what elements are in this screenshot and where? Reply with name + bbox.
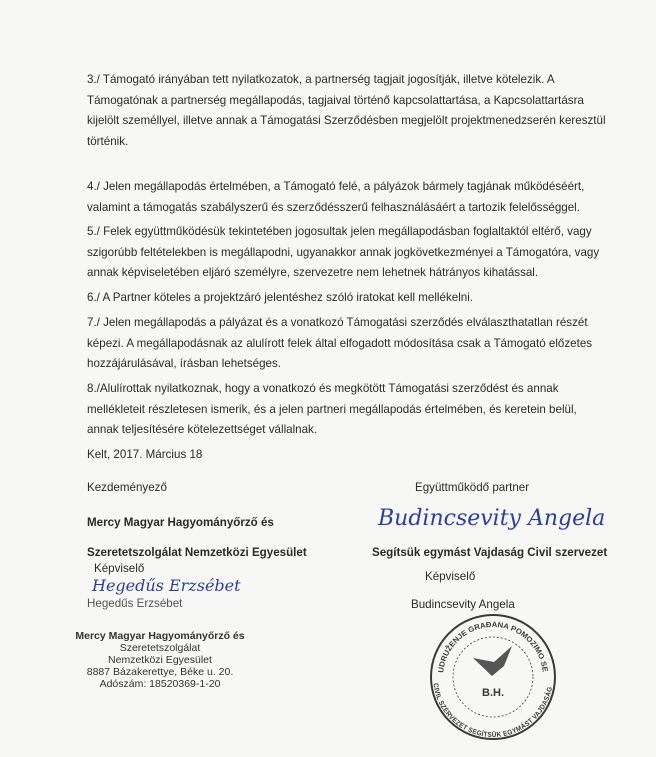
left-org-line2: Szeretetszolgálat Nemzetközi Egyesület bbox=[87, 546, 307, 559]
paragraph-line: kijelölt személlyel, illetve annak a Támogatási Szerződésben megjelölt projektmenedzserén keresztül bbox=[87, 114, 606, 127]
stamp-line: 8887 Bázakerettye, Béke u. 20. bbox=[86, 666, 234, 678]
dove-icon bbox=[473, 646, 512, 676]
stamp-line: Mercy Magyar Hagyományőrző és bbox=[75, 630, 245, 642]
paragraph-line: képezi. A megállapodásnak az alulírott felek által elfogadott módosítása csak a Támogató előzetes bbox=[87, 336, 593, 350]
left-party-role: Kezdeményező bbox=[87, 481, 167, 494]
date-line: Kelt, 2017. Március 18 bbox=[87, 448, 203, 461]
left-signature: Hegedűs Erzsébet bbox=[92, 576, 241, 595]
paragraph-line: 4./ Jelen megállapodás értelmében, a Támogató felé, a pályázok bármely tagjának működéséért, bbox=[87, 180, 585, 193]
stamp-line: Adószám: 18520369-1-20 bbox=[99, 678, 221, 690]
right-org: Segítsük egymást Vajdaság Civil szervezet bbox=[372, 546, 608, 559]
left-org-line1: Mercy Magyar Hagyományőrző és bbox=[87, 516, 274, 529]
paragraph-line: Támogatónak a partnerség megállapodás, tagjaival történő kapcsolattartása, a Kapcsolattartásra bbox=[87, 93, 584, 107]
left-organization-stamp bbox=[70, 630, 250, 690]
paragraph-line: 6./ A Partner köteles a projektzáró jelentéshez szóló iratokat kell mellékelni. bbox=[87, 291, 474, 304]
right-rep-label: Képviselő bbox=[425, 570, 476, 583]
paragraph-line: történik. bbox=[87, 134, 129, 148]
paragraph-line: valamint a támogatás szabályszerű és szerződésszerű felhasználásáért a tartozik felelősséggel. bbox=[87, 200, 580, 214]
left-rep-label: Képviselő bbox=[94, 562, 145, 575]
seal-bottom-text: CIVIL SZERVEZET SEGÍTSÜK EGYMÁST VAJDASÁG bbox=[431, 682, 555, 740]
paragraph-line: annak képviseletében eljáró személyre, szervezetre nem lehetnek hátrányos kihatással. bbox=[87, 266, 539, 279]
paragraph-line: 7./ Jelen megállapodás a pályázat és a vonatkozó Támogatási szerződés elválaszthatatlan részét bbox=[87, 316, 588, 329]
round-seal-stamp bbox=[428, 612, 558, 742]
seal-center-text: B.H. bbox=[482, 687, 504, 699]
paragraph-line: 5./ Felek együttműködésük tekintetében jogosultak jelen megállapodásban foglaltaktól eltérő, vagy bbox=[87, 225, 592, 238]
paragraph-line: annak teljesítésére kötelezettséget vállalnak. bbox=[87, 423, 318, 436]
paragraph-line: szigorúbb feltételekben is megállapodni, ugyanakkor annak jogkövetkezményei a Támogatóra, vagy bbox=[87, 245, 600, 259]
stamp-line: Szeretetszolgálat bbox=[119, 642, 201, 654]
right-rep-name: Budincsevity Angela bbox=[411, 598, 515, 611]
right-party-role: Együttműködő partner bbox=[415, 481, 530, 494]
paragraph-line: 8./Alulírottak nyilatkoznak, hogy a vonatkozó és megkötött Támogatási szerződést és annak bbox=[87, 382, 559, 395]
left-rep-name: Hegedűs Erzsébet bbox=[87, 597, 183, 610]
right-signature: Budincsevity Angela bbox=[378, 506, 606, 531]
stamp-line: Nemzetközi Egyesület bbox=[108, 654, 212, 666]
paragraph-line: 3./ Támogató irányában tett nyilatkozatok, a partnerség tagjait jogosítják, illetve kötelezik. A bbox=[87, 73, 555, 86]
paragraph-line: hozzájárulásával, írásban lehetséges. bbox=[87, 357, 281, 370]
seal-outer-text: UDRUŽENJE GRAĐANA POMOZIMO SE bbox=[436, 619, 550, 674]
paragraph-line: mellékleteit részletesen ismerik, és a jelen partneri megállapodás értelmében, és keretein belül, bbox=[87, 402, 577, 416]
